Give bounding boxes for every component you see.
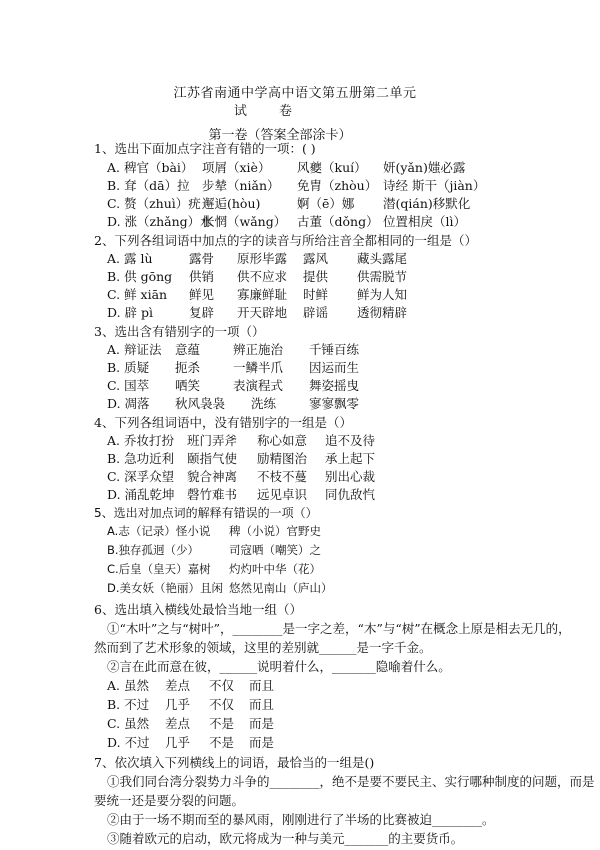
- q3-c-4: 舞姿摇曳: [309, 378, 360, 393]
- q6-a-2: 差点: [165, 678, 191, 693]
- q3-a-4: 千锤百练: [309, 342, 360, 357]
- q3-c-1: C. 国萃: [107, 378, 150, 393]
- q4-a-1: A. 乔妆打扮: [107, 433, 174, 448]
- q1-a-4: 妍(yǎn)媸必露: [383, 160, 466, 175]
- q4-c-2: 貌合神离: [187, 469, 238, 484]
- q6-c-2: 差点: [165, 716, 191, 731]
- q1-c-3: 婀（ē）娜: [297, 196, 355, 211]
- q2-a-4: 露风: [303, 251, 329, 266]
- q2-a-3: 原形毕露: [237, 251, 288, 266]
- q2-d-1: D. 辟 pì: [107, 305, 153, 320]
- q1-a-1: A. 稗官（bài）: [107, 160, 194, 175]
- q6-c-1: C. 虽然: [107, 716, 150, 731]
- q2-d-4: 辟谣: [303, 305, 329, 320]
- q3-a-3: 辨正施治: [233, 342, 284, 357]
- q1-b-4: 诗经 斯干（jiàn）: [383, 178, 486, 193]
- q3-a-2: 意蕴: [175, 342, 201, 357]
- q3-b-1: B. 质疑: [107, 360, 150, 375]
- q4-a-3: 称心如意: [257, 433, 308, 448]
- q4-a-2: 班门弄斧: [187, 433, 238, 448]
- q3-b-4: 因运而生: [309, 360, 360, 375]
- section-heading: 第一卷（答案全部涂卡）: [208, 128, 352, 143]
- q5-c-2: 灼灼叶中华（花）: [229, 562, 321, 576]
- q1-c-4: 潜(qián)移默化: [383, 196, 471, 211]
- q2-b-4: 提供: [303, 269, 329, 284]
- q4-d-3: 远见卓识: [257, 487, 308, 502]
- q4-d-2: 磬竹难书: [187, 487, 238, 502]
- question-3-stem: 3、选出含有错别字的一项（）: [94, 324, 265, 339]
- q2-b-5: 供需脱节: [357, 269, 408, 284]
- q1-b-1: B. 耷（dā）拉: [107, 178, 190, 193]
- q1-d-1: D. 涨（zhǎng）水: [107, 214, 213, 229]
- question-6-stem: 6、选出填入横线处最恰当地一组（）: [94, 602, 302, 617]
- q3-b-2: 扼杀: [175, 360, 201, 375]
- q6-d-3: 不是: [209, 735, 235, 750]
- q2-c-4: 时鲜: [303, 287, 329, 302]
- q1-d-4: 位置相戾（lì）: [383, 214, 466, 229]
- q2-b-2: 供销: [189, 269, 215, 284]
- question-2-stem: 2、下列各组词语中加点的字的读音与所给注音全都相同的一组是（）: [94, 233, 477, 248]
- q2-c-3: 寡廉鲜耻: [237, 287, 288, 302]
- q4-c-1: C. 深孚众望: [107, 469, 175, 484]
- q5-b-2: 司寇哂（嘲笑）之: [229, 543, 321, 557]
- q2-c-5: 鲜为人知: [357, 287, 408, 302]
- q1-d-2: 怅惘（wǎng）: [202, 214, 287, 229]
- q6-b-2: 几乎: [165, 697, 191, 712]
- q4-a-4: 追不及待: [325, 433, 376, 448]
- q6-passage-2: ②言在此而意在彼，______说明着什么，_______隐喻着什么。: [107, 659, 451, 674]
- q5-b-1: B.独存孤迥（少）: [107, 543, 200, 557]
- q6-d-1: D. 不过: [107, 735, 150, 750]
- q1-c-1: C. 赘（zhuì）疣: [107, 196, 201, 211]
- q6-d-4: 而是: [249, 735, 275, 750]
- q2-b-3: 供不应求: [237, 269, 288, 284]
- q7-passage-1-cont: 要统一还是要分裂的问题。: [94, 793, 245, 808]
- q3-d-4: 寥寥飘零: [309, 396, 360, 411]
- q6-b-1: B. 不过: [107, 697, 150, 712]
- q6-d-2: 几乎: [165, 735, 191, 750]
- q3-a-1: A. 辩证法: [107, 342, 162, 357]
- q1-b-2: 步辇（niǎn）: [202, 178, 280, 193]
- q1-c-2: 邂逅(hòu): [202, 196, 261, 211]
- question-5-stem: 5、选出对加点词的解释有错误的一项（）: [94, 506, 318, 520]
- q7-passage-3: ③随着欧元的启动，欧元将成为一种与美元_______的主要货币。: [107, 831, 464, 846]
- q5-d-1: D.美女妖（艳丽）且闲: [107, 581, 224, 595]
- q7-passage-2: ②由于一场不期而至的暴风雨，刚刚进行了半场的比赛被迫________。: [107, 812, 495, 827]
- q6-passage-1: ①“木叶”之与“树叶”，________是一字之差，“木”与“树”在概念上原是相去无几的，: [107, 621, 571, 636]
- q3-d-2: 秋风袅袅: [175, 396, 226, 411]
- q6-a-4: 而且: [249, 678, 275, 693]
- q1-b-3: 免胄（zhòu）: [297, 178, 378, 193]
- question-1-stem: 1、选出下面加点字注音有错的一项：( ): [94, 141, 316, 156]
- q4-c-4: 别出心裁: [325, 469, 376, 484]
- q5-a-1: A.志（记录）怪小说: [107, 524, 211, 538]
- q4-d-1: D. 涌乱乾坤: [107, 487, 175, 502]
- exam-title: 江苏省南通中学高中语文第五册第二单元: [173, 86, 417, 101]
- q3-c-2: 哂笑: [175, 378, 201, 393]
- q6-a-1: A. 虽然: [107, 678, 149, 693]
- q4-b-1: B. 急功近利: [107, 451, 175, 466]
- q6-b-3: 不仅: [209, 697, 235, 712]
- q3-d-1: D. 凋落: [107, 396, 150, 411]
- q2-a-5: 藏头露尾: [357, 251, 408, 266]
- question-7-stem: 7、依次填入下列横线上的词语，最恰当的一组是(): [94, 755, 375, 770]
- q3-d-3: 洗练: [251, 396, 277, 411]
- q3-c-3: 表演程式: [233, 378, 284, 393]
- q3-b-3: 一鳞半爪: [233, 360, 284, 375]
- q6-c-4: 而是: [249, 716, 275, 731]
- q1-d-3: 古董（dǒng）: [297, 214, 379, 229]
- exam-subtitle: 试 卷: [233, 104, 307, 119]
- q2-d-5: 透彻精辟: [357, 305, 408, 320]
- q7-passage-1: ①我们同台湾分裂势力斗争的________，绝不是要不要民主、实行哪种制度的问题，而是: [107, 774, 595, 789]
- q5-c-1: C.后皇（皇天）嘉树: [107, 562, 211, 576]
- q2-a-1: A. 露 lù: [107, 251, 153, 266]
- q2-d-3: 开天辟地: [237, 305, 288, 320]
- q6-a-3: 不仅: [209, 678, 235, 693]
- q4-b-2: 颐指气使: [187, 451, 238, 466]
- q2-c-2: 鲜见: [189, 287, 215, 302]
- q1-a-2: 项屑（xiè）: [202, 160, 271, 175]
- q2-a-2: 露骨: [189, 251, 215, 266]
- q4-c-3: 不枝不蔓: [257, 469, 308, 484]
- q1-a-3: 风夔（kuí）: [297, 160, 367, 175]
- question-4-stem: 4、下列各组词语中，没有错别字的一组是（）: [94, 415, 352, 430]
- q4-b-4: 承上起下: [325, 451, 376, 466]
- q6-c-3: 不是: [209, 716, 235, 731]
- q5-a-2: 稗（小说）官野史: [229, 524, 321, 538]
- q2-b-1: B. 供 gōng: [107, 269, 173, 284]
- q6-b-4: 而且: [249, 697, 275, 712]
- q2-d-2: 复辟: [189, 305, 215, 320]
- q4-b-3: 励精图治: [257, 451, 308, 466]
- q5-d-2: 悠然见南山（庐山）: [229, 581, 333, 595]
- q4-d-4: 同仇敌忾: [325, 487, 376, 502]
- q6-passage-1-cont: 然而到了艺术形象的领域，这里的差别就______是一字千金。: [94, 640, 432, 655]
- q2-c-1: C. 鲜 xiān: [107, 287, 168, 302]
